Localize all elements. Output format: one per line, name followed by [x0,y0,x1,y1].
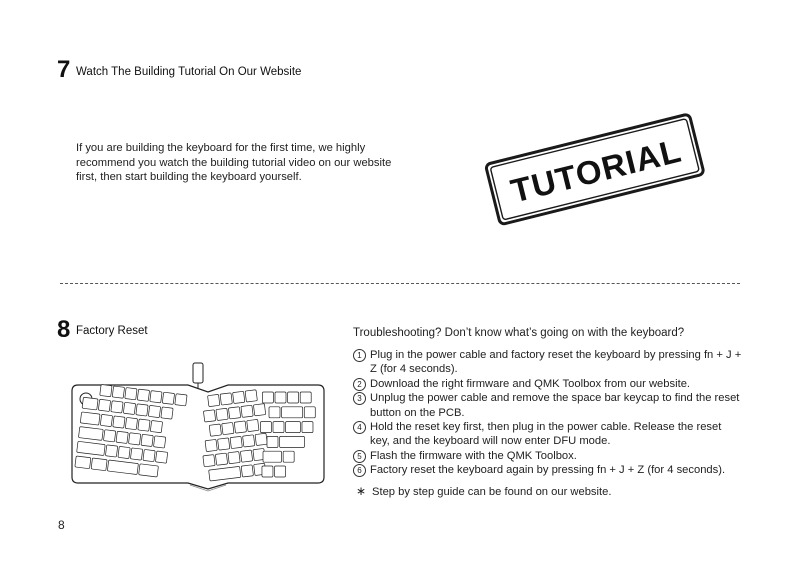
keycap [161,407,173,419]
step-text: Hold the reset key first, then plug in the power cable. Release the reset key, and the keyboard will now enter DFU mode. [370,421,722,448]
keycap [241,465,253,477]
keycap [243,435,255,447]
reset-step [353,420,743,449]
keycap [113,416,125,428]
keycap [91,458,107,471]
keycap [209,424,221,436]
keycap [125,417,137,429]
keycap [282,407,303,418]
keycap [155,451,167,463]
reset-step [353,377,743,391]
keycap [103,430,115,442]
keycap [137,389,149,401]
keycap [300,392,311,403]
keycap [275,466,286,477]
keycap [148,405,160,417]
keycap [233,391,245,403]
keycap [304,407,315,418]
keycap [216,408,228,420]
keycap [129,433,141,445]
step-text: Flash the firmware with the QMK Toolbox. [370,449,577,462]
step-text: Plug in the power cable and factory reset the keyboard by pressing fn + J + Z (for 4 seconds). [370,349,742,376]
keycap [175,394,187,406]
keycap [141,434,153,446]
keycap [112,386,124,398]
step-number-badge: 6 [353,464,366,477]
keycap [98,399,110,411]
step-number-badge: 3 [353,392,366,405]
asterisk-icon: ∗ [356,484,367,498]
page-number: 8 [58,518,65,532]
section-8-title: Factory Reset [76,325,148,337]
keycap [241,405,253,417]
tutorial-stamp-text: TUTORIAL [507,131,686,210]
guide-note-text: Step by step guide can be found on our website. [372,486,612,498]
keycap [288,392,299,403]
keycap [215,453,227,465]
keycap [205,439,217,451]
keycap [80,412,100,425]
keycap [218,438,230,450]
step-text: Factory reset the keyboard again by pressing fn + J + Z (for 4 seconds). [370,464,726,477]
keycap [111,401,123,413]
reset-step [353,463,743,477]
keycap [162,392,174,404]
keycap [143,449,155,461]
section-7-title: Watch The Building Tutorial On Our Website [76,66,302,78]
keycap [260,422,271,433]
keycap [280,436,305,447]
keycap [136,404,148,416]
keycap [100,384,112,396]
keycap [269,407,280,418]
keycap [150,391,162,403]
keycap [139,464,159,477]
keycap [116,431,128,443]
keycap [105,445,117,457]
keycap [154,436,166,448]
section-7-number: 7 [57,56,71,83]
keycap [75,456,91,469]
keycap [118,446,130,458]
step-text: Unplug the power cable and remove the space bar keycap to find the reset button on the PCB. [370,392,740,419]
keycap [130,448,142,460]
keycap [228,407,240,419]
step-number-badge: 1 [353,349,366,362]
step-number-badge: 4 [353,421,366,434]
keycap [255,433,267,445]
keycap [267,436,278,447]
keycap [230,436,242,448]
keycap [123,402,135,414]
keycap [82,397,98,410]
keycap [273,422,284,433]
reset-step [353,391,743,420]
troubleshooting-heading: Troubleshooting? Don’t know what’s going on with the keyboard? [353,327,685,339]
section-8-number: 8 [57,316,71,343]
keycap [253,404,265,416]
keycap [125,388,137,400]
keycap [234,421,246,433]
keycap [222,422,234,434]
keycap [150,421,162,433]
reset-step [353,449,743,463]
section-7-intro: If you are building the keyboard for the first time, we highly recommend you watch the building tutorial video on our website first, then start building the keyboard yourself. [76,142,392,184]
reset-step [353,348,743,377]
keycap [262,392,273,403]
keycap [203,455,215,467]
keycap [263,451,282,462]
keycap [283,451,294,462]
keycap [286,422,301,433]
step-text: Download the right firmware and QMK Toolbox from our website. [370,377,691,390]
keycap [228,452,240,464]
keycap [302,422,313,433]
keycap [208,394,220,406]
guide-note [356,484,611,499]
keycap [245,390,257,402]
reset-steps-list [353,348,743,478]
keycap [203,410,215,422]
step-number-badge: 5 [353,450,366,463]
keycap [138,419,150,431]
keycap [240,450,252,462]
keycap [247,419,259,431]
keycap [100,414,112,426]
keycap [262,466,273,477]
step-number-badge: 2 [353,378,366,391]
keycap [275,392,286,403]
keycap [78,427,103,441]
keycap [220,393,232,405]
